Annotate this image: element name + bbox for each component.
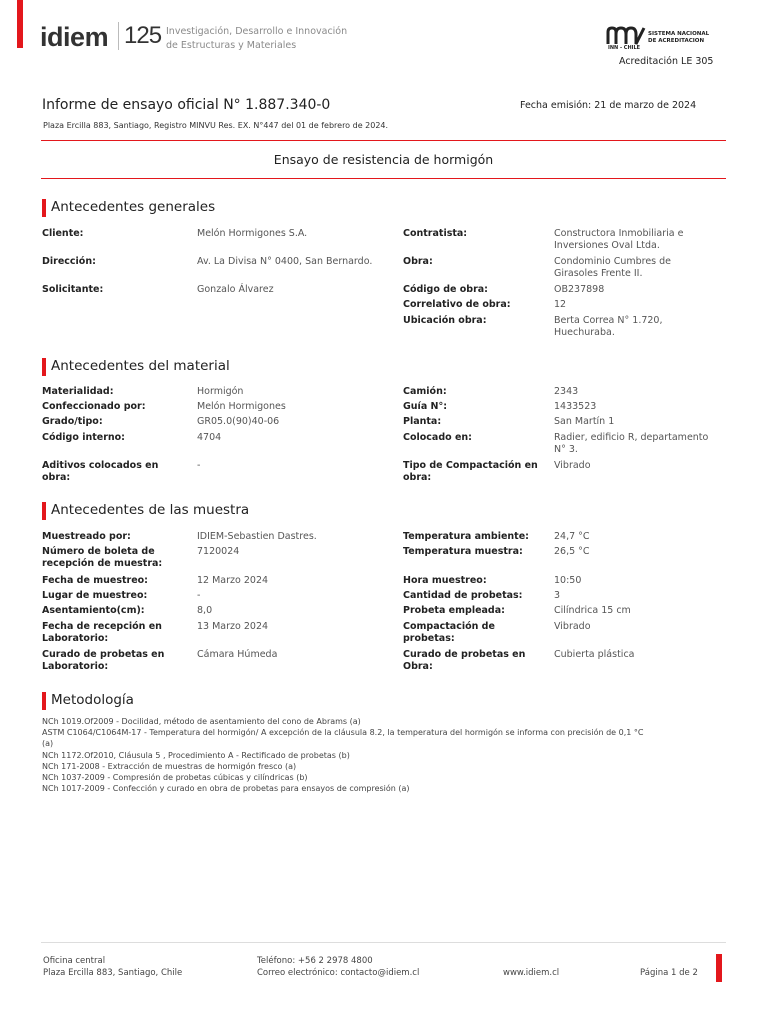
methodology-item: NCh 1037-2009 - Compresión de probetas cúbicas y cilíndricas (b) [42,773,308,783]
field-value: 3 [554,590,561,601]
field-label: Cantidad de probetas: [403,590,523,601]
office-address: Plaza Ercilla 883, Santiago, Chile [43,968,183,978]
tagline-line-2: de Estructuras y Materiales [166,39,297,51]
field-label: Lugar de muestreo: [42,590,148,601]
field-value: - [197,460,201,471]
field-value: 13 Marzo 2024 [197,621,269,632]
footer-contact [257,955,419,979]
methodology-list [42,716,682,794]
accreditation-logo [606,26,716,52]
field-label: Aditivos colocados en obra: [42,460,159,483]
field-label: Curado de probetas en Laboratorio: [42,649,165,672]
inn-mark-icon [606,26,646,46]
section-heading-material: Antecedentes del material [42,358,342,376]
field-label: Hora muestreo: [403,575,487,586]
field-value: 12 Marzo 2024 [197,575,269,586]
report-title: Informe de ensayo oficial N° 1.887.340-0 [42,97,331,113]
field-label: Materialidad: [42,386,114,397]
field-label: Solicitante: [42,284,104,295]
field-value: 10:50 [554,575,582,586]
footer-accent-bar [716,954,722,982]
field-value: Condominio Cumbres de Girasoles Frente II. [554,256,672,279]
issue-date: Fecha emisión: 21 de marzo de 2024 [520,100,697,111]
field-label: Cliente: [42,228,84,239]
field-value: 24,7 °C [554,531,590,542]
divider-top [41,140,726,141]
field-label: Contratista: [403,228,468,239]
field-value: San Martín 1 [554,416,615,427]
field-label: Confeccionado por: [42,401,146,412]
logo-wordmark: idiem [40,22,109,52]
field-value: 26,5 °C [554,546,590,557]
field-value: Radier, edificio R, departamento N° 3. [554,432,709,455]
field-label: Fecha de muestreo: [42,575,148,586]
field-label: Curado de probetas en Obra: [403,649,526,672]
field-value: - [197,590,201,601]
divider-bottom [41,178,726,179]
field-value: IDIEM-Sebastien Dastres. [197,531,317,542]
field-value: GR05.0(90)40-06 [197,416,280,427]
field-value: 4704 [197,432,222,443]
methodology-item: NCh 171-2008 - Extracción de muestras de hormigón fresco (a) [42,761,297,771]
footer-office [43,955,182,979]
section-heading-muestra: Antecedentes de las muestra [42,502,342,520]
logo-divider [118,22,119,50]
field-label: Grado/tipo: [42,416,103,427]
footer-email[interactable]: Correo electrónico: contacto@idiem.cl [257,968,420,978]
methodology-item: NCh 1019.Of2009 - Docilidad, método de asentamiento del cono de Abrams (a) [42,717,361,726]
field-label: Fecha de recepción en Laboratorio: [42,621,162,644]
section-marker [42,502,46,520]
field-label: Muestreado por: [42,531,131,542]
field-value: Cilíndrica 15 cm [554,605,631,616]
field-value: Constructora Inmobiliaria e Inversiones Oval Ltda. [554,228,684,251]
field-label: Asentamiento(cm): [42,605,145,616]
accreditation-sub: INN - CHILE [608,45,641,51]
field-value: 2343 [554,386,579,397]
field-label: Compactación de probetas: [403,621,495,644]
field-value: 8,0 [197,605,213,616]
field-label: Probeta empleada: [403,605,505,616]
footer-phone: Teléfono: +56 2 2978 4800 [257,956,373,966]
report-address: Plaza Ercilla 883, Santiago, Registro MINVU Res. EX. N°447 del 01 de febrero de 2024. [43,121,389,130]
field-value: Melón Hormigones [197,401,286,412]
methodology-item: NCh 1017-2009 - Confección y curado en obra de probetas para ensayos de compresión (a) [42,784,410,794]
field-label: Código de obra: [403,284,488,295]
field-label: Planta: [403,416,442,427]
tagline [166,25,347,52]
accreditation-label: Acreditación LE 305 [619,56,714,67]
methodology-item: (a) [42,739,54,749]
field-value: OB237898 [554,284,605,295]
field-label: Obra: [403,256,433,267]
field-label: Colocado en: [403,432,472,443]
accent-bar [17,0,23,48]
methodology-item: ASTM C1064/C1064M-17 - Temperatura del hormigón/ A excepción de la cláusula 8.2, la temperatura del hormigón se informa con precisión de 0,1 °C [42,728,644,738]
field-value: 12 [554,299,567,310]
section-heading-generales: Antecedentes generales [42,199,342,217]
field-value: 7120024 [197,546,240,557]
footer-website-link[interactable]: www.idiem.cl [503,968,560,978]
field-value: Av. La Divisa N° 0400, San Bernardo. [197,256,373,267]
tagline-line-1: Investigación, Desarrollo e Innovación [166,26,348,37]
section-marker [42,199,46,217]
page-number: Página 1 de 2 [640,968,698,978]
field-label: Tipo de Compactación en obra: [403,460,538,483]
field-value: Berta Correa N° 1.720, Huechuraba. [554,315,663,338]
field-label: Temperatura muestra: [403,546,523,557]
section-marker [42,692,46,710]
field-label: Dirección: [42,256,96,267]
section-heading-metodologia: Metodología [42,692,342,710]
field-label: Código interno: [42,432,125,443]
field-label: Ubicación obra: [403,315,487,326]
anniversary-logo [124,22,161,50]
field-label: Correlativo de obra: [403,299,511,310]
accreditation-system-name: SISTEMA NACIONAL DE ACREDITACION [648,31,710,44]
field-label: Temperatura ambiente: [403,531,529,542]
field-value: 1433523 [554,401,597,412]
office-label: Oficina central [43,956,106,966]
anniversary-number: 125 [124,22,162,49]
methodology-item: NCh 1172.Of2010, Cláusula 5 , Procedimiento A - Rectificado de probetas (b) [42,750,350,760]
field-value: Vibrado [554,621,591,632]
footer-divider [41,942,726,943]
field-value: Cámara Húmeda [197,649,278,660]
field-value: Gonzalo Álvarez [197,284,274,295]
field-value: Hormigón [197,386,244,397]
field-label: Camión: [403,386,447,397]
field-value: Cubierta plástica [554,649,635,660]
report-subtitle: Ensayo de resistencia de hormigón [273,152,494,167]
section-marker [42,358,46,376]
field-value: Melón Hormigones S.A. [197,228,308,239]
field-label: Guía N°: [403,401,448,412]
field-value: Vibrado [554,460,591,471]
field-label: Número de boleta de recepción de muestra: [42,546,163,569]
